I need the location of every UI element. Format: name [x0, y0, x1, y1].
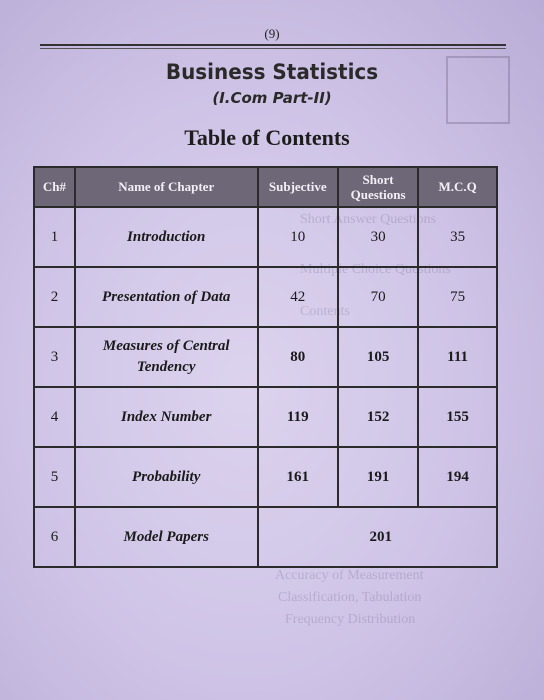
bleed-through-text: Classification, Tabulation [278, 590, 422, 605]
chapter-name: Index Number [75, 387, 258, 447]
short-questions-page: 70 [338, 267, 418, 327]
header-rule-thin [40, 48, 506, 49]
column-header-chapter-number: Ch# [34, 167, 75, 207]
chapter-number: 2 [34, 267, 75, 327]
subjective-page: 119 [258, 387, 338, 447]
chapter-number: 1 [34, 207, 75, 267]
table-row [34, 267, 497, 327]
subjective-page: 80 [258, 327, 338, 387]
subjective-page: 42 [258, 267, 338, 327]
bleed-through-text: Accuracy of Measurement [275, 568, 424, 583]
bleed-through-text: Frequency Distribution [285, 612, 416, 627]
bleed-through-text: Multiple Choice Questions [300, 262, 451, 277]
bleed-through-text: Contents [300, 304, 350, 319]
table-row [34, 507, 497, 567]
chapter-name: Introduction [75, 207, 258, 267]
mcq-page: 35 [418, 207, 497, 267]
mcq-page: 111 [418, 327, 497, 387]
short-questions-page: 152 [338, 387, 418, 447]
mcq-page: 75 [418, 267, 497, 327]
book-title: Business Statistics [165, 60, 379, 84]
column-header-subjective: Subjective [258, 167, 338, 207]
subjective-page: 161 [258, 447, 338, 507]
chapter-number: 4 [34, 387, 75, 447]
short-questions-page: 30 [338, 207, 418, 267]
table-header-row [34, 167, 497, 207]
table-row [34, 387, 497, 447]
short-questions-page: 105 [338, 327, 418, 387]
short-questions-page: 191 [338, 447, 418, 507]
chapter-number: 3 [34, 327, 75, 387]
subjective-page: 10 [258, 207, 338, 267]
table-row [34, 447, 497, 507]
column-header-chapter-name: Name of Chapter [75, 167, 258, 207]
table-row [34, 207, 497, 267]
chapter-name: Presentation of Data [75, 267, 258, 327]
toc-title: Table of Contents [184, 125, 350, 150]
book-subtitle: (I.Com Part-II) [212, 89, 332, 107]
header-rule [40, 44, 506, 46]
chapter-name: Probability [75, 447, 258, 507]
bleed-through-text: Short Answer Questions [300, 212, 437, 227]
column-header-mcq: M.C.Q [418, 167, 497, 207]
contents-table [33, 166, 498, 568]
column-header-short-questions: Short Questions [338, 167, 418, 207]
mcq-page: 194 [418, 447, 497, 507]
table-row [34, 327, 497, 387]
mcq-page: 155 [418, 387, 497, 447]
chapter-number: 6 [34, 507, 75, 567]
chapter-number: 5 [34, 447, 75, 507]
chapter-name: Measures of Central Tendency [75, 327, 258, 387]
chapter-name: Model Papers [75, 507, 258, 567]
model-papers-page: 201 [258, 507, 497, 567]
page-number: (9) [264, 26, 280, 41]
